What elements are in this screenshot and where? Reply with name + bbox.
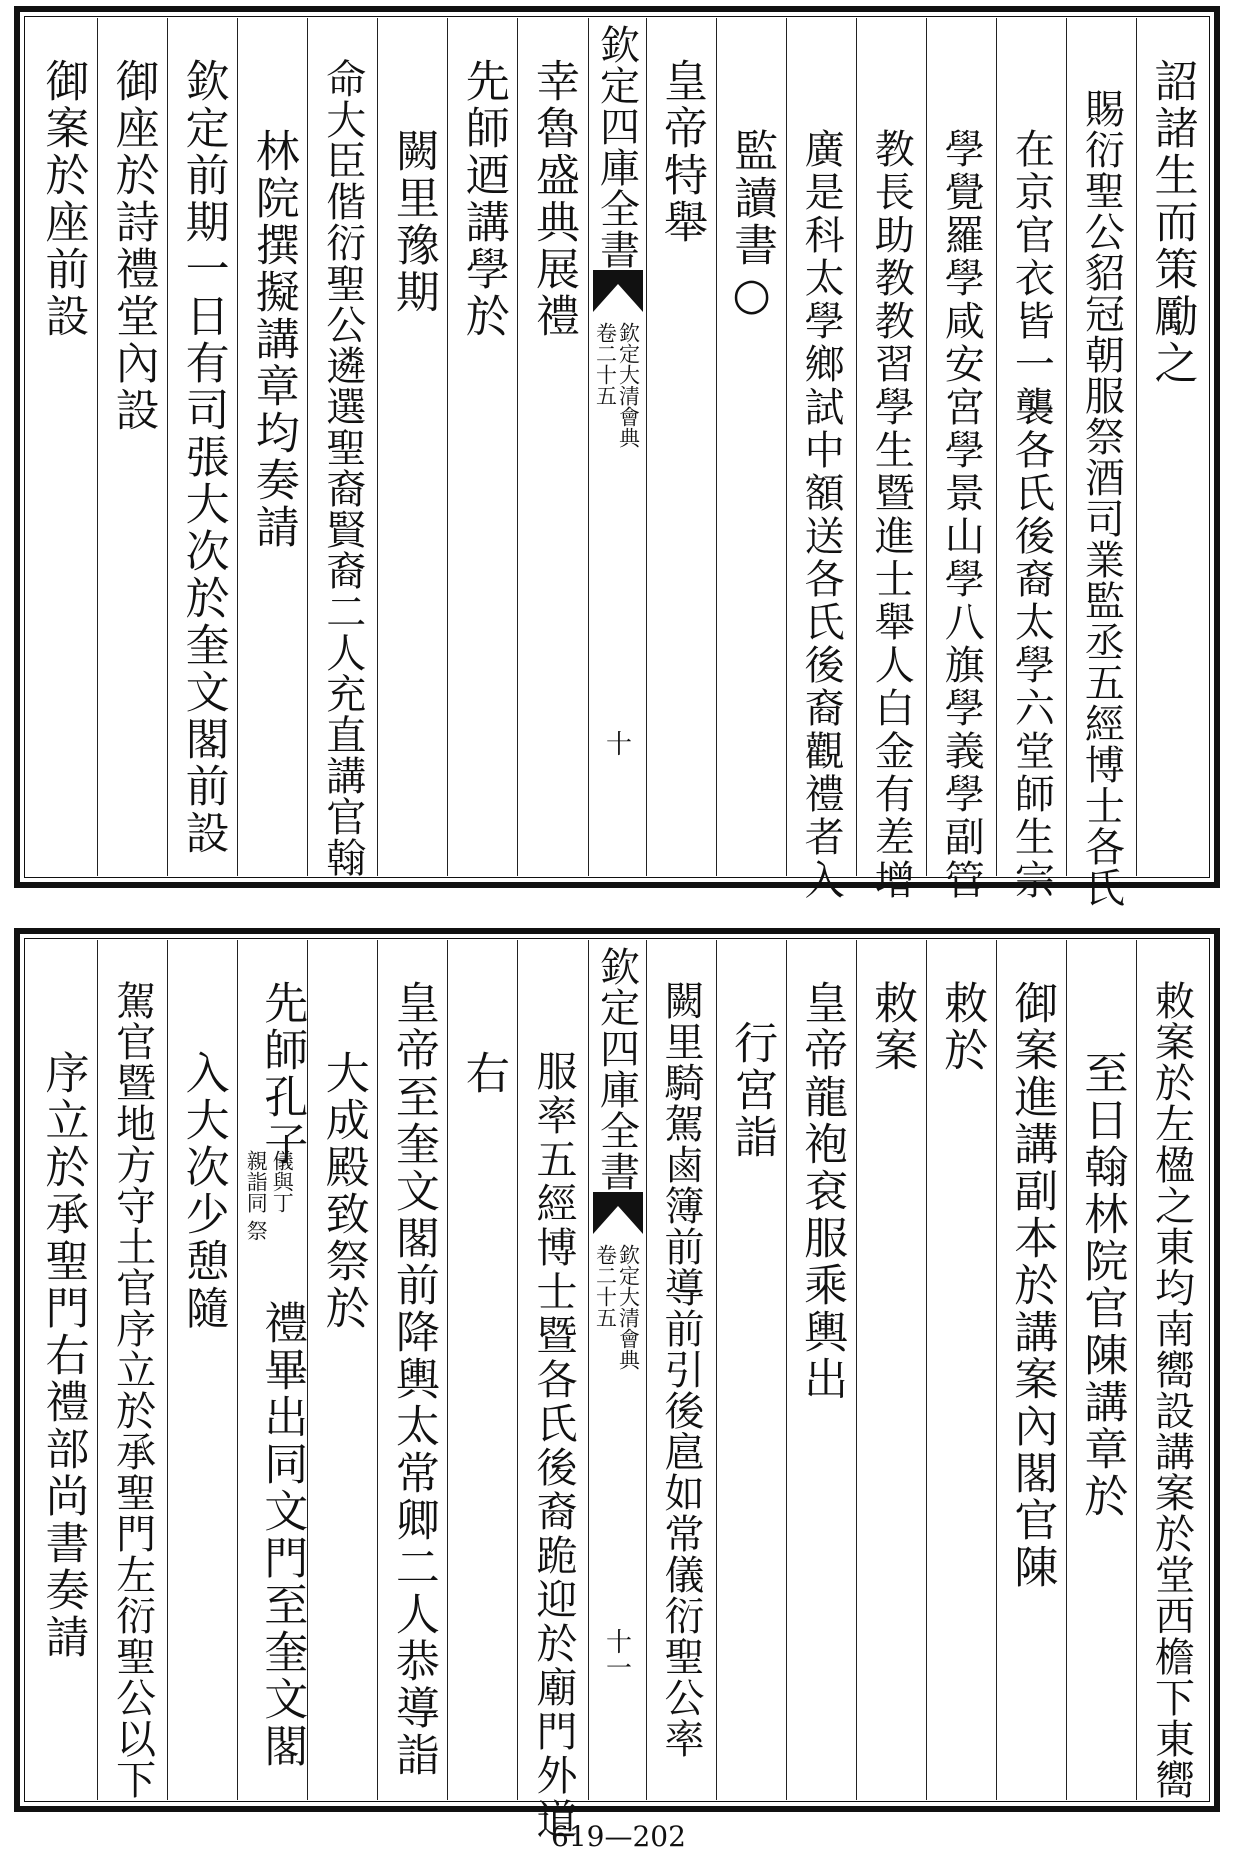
center-fold-bottom xyxy=(588,940,646,1800)
text-column xyxy=(237,940,307,1800)
text-column xyxy=(97,940,167,1800)
column-text: 大成殿致祭於 xyxy=(317,1050,369,1332)
column-text: 賜衍聖公貂冠朝服祭酒司業監丞五經博士各氏 xyxy=(1078,88,1125,908)
annotation-small: 親詣同 xyxy=(244,1150,269,1213)
column-text: 入大次少憩隨 xyxy=(177,1050,229,1332)
text-column xyxy=(786,940,856,1800)
text-column xyxy=(307,18,377,876)
text-column xyxy=(716,18,786,876)
column-text: 命大臣偕衍聖公遴選聖裔賢裔二人充直講官翰 xyxy=(319,58,366,878)
column-text: 敕案 xyxy=(866,980,918,1074)
page-top xyxy=(14,6,1220,908)
chapter-number: 卷二十五 xyxy=(593,1244,618,1328)
column-text: 皇帝特舉 xyxy=(656,58,708,246)
folio-number: 十一 xyxy=(601,1628,632,1680)
column-text: 序立於承聖門右禮部尚書奏請 xyxy=(37,1050,89,1661)
column-text: 欽定前期一日有司張大次於奎文閣前設 xyxy=(177,58,229,857)
column-text: 皇帝龍袍袞服乘輿出 xyxy=(796,980,848,1403)
text-column xyxy=(307,940,377,1800)
text-column xyxy=(996,18,1066,902)
text-column xyxy=(97,18,167,876)
columns-top xyxy=(28,18,1206,908)
column-text: 皇帝至奎文閣前降輿太常卿二人恭導詣 xyxy=(387,980,439,1779)
text-column xyxy=(1136,18,1206,876)
column-text: 御案於座前設 xyxy=(37,58,89,340)
column-text: 學覺羅學咸安宮學景山學八旗學義學副管 xyxy=(938,128,985,902)
column-text: 教長助教教習學生暨進士舉人白金有差增 xyxy=(868,128,915,902)
column-text: 敕案於左楹之東均南嚮設講案於堂西檐下東嚮 xyxy=(1148,980,1195,1800)
text-column xyxy=(856,18,926,902)
column-text: 廣是科太學鄉試中額送各氏後裔觀禮者入 xyxy=(798,128,845,902)
text-column xyxy=(926,18,996,902)
text-column xyxy=(786,18,856,902)
column-text: 幸魯盛典展禮 xyxy=(527,58,579,340)
text-column xyxy=(856,940,926,1800)
column-text: 在京官衣皆一襲各氏後裔太學六堂師生宗 xyxy=(1008,128,1055,902)
column-text: 先師迺講學於 xyxy=(457,58,509,340)
book-title: 欽定四庫全書 xyxy=(593,24,640,270)
text-column xyxy=(167,18,237,876)
column-text: 駕官暨地方守土官序立於承聖門左衍聖公以下 xyxy=(109,980,156,1800)
column-text: 御案進講副本於講案內閣官陳 xyxy=(1006,980,1058,1591)
center-fold-top xyxy=(588,18,646,876)
annotation-small: 祭 xyxy=(244,1220,269,1241)
fishtail-mark xyxy=(593,1192,643,1234)
volume-title: 欽定大清會典 xyxy=(616,1244,641,1370)
column-text: 詔諸生而策勵之 xyxy=(1146,58,1198,387)
volume-title: 欽定大清會典 xyxy=(616,322,641,448)
chapter-number: 卷二十五 xyxy=(593,322,618,406)
column-text: 監讀書○ xyxy=(726,128,778,323)
annotation-small: 儀與丁 xyxy=(270,1150,295,1213)
text-column xyxy=(926,940,996,1800)
text-column xyxy=(646,18,716,876)
text-column xyxy=(28,940,97,1800)
column-text: 闕里騎駕鹵簿前導前引後扈如常儀衍聖公率 xyxy=(658,980,705,1759)
text-column xyxy=(517,940,587,1842)
book-title: 欽定四庫全書 xyxy=(593,946,640,1192)
column-text: 闕里豫期 xyxy=(387,128,439,316)
text-column xyxy=(167,940,237,1800)
column-text: 禮畢出同文門至奎文閣 xyxy=(256,1300,308,1770)
text-column xyxy=(447,940,517,1800)
column-text: 服率五經博士暨各氏後裔跪迎於廟門外道 xyxy=(529,1050,578,1842)
text-column xyxy=(447,18,517,876)
text-column xyxy=(996,940,1066,1800)
text-column xyxy=(1136,940,1206,1800)
column-text: 行宮詣 xyxy=(726,1020,778,1161)
column-text: 先師孔子 xyxy=(256,980,308,1168)
page-reference: 619—202 xyxy=(551,1820,686,1853)
folio-number: 十 xyxy=(601,730,632,756)
column-text: 御座於詩禮堂內設 xyxy=(107,58,159,434)
column-text: 敕於 xyxy=(936,980,988,1074)
column-text: 至日翰林院官陳講章於 xyxy=(1076,1050,1128,1520)
text-column xyxy=(1066,18,1136,908)
text-column xyxy=(377,18,447,876)
text-column xyxy=(1066,940,1136,1800)
text-column xyxy=(237,18,307,876)
text-column xyxy=(517,18,587,876)
text-column xyxy=(646,940,716,1800)
text-column xyxy=(28,18,97,876)
column-text: 右 xyxy=(457,1050,509,1097)
column-text: 林院撰擬講章均奏請 xyxy=(247,128,299,551)
text-column xyxy=(716,940,786,1800)
fishtail-mark xyxy=(593,270,643,312)
text-column xyxy=(377,940,447,1800)
